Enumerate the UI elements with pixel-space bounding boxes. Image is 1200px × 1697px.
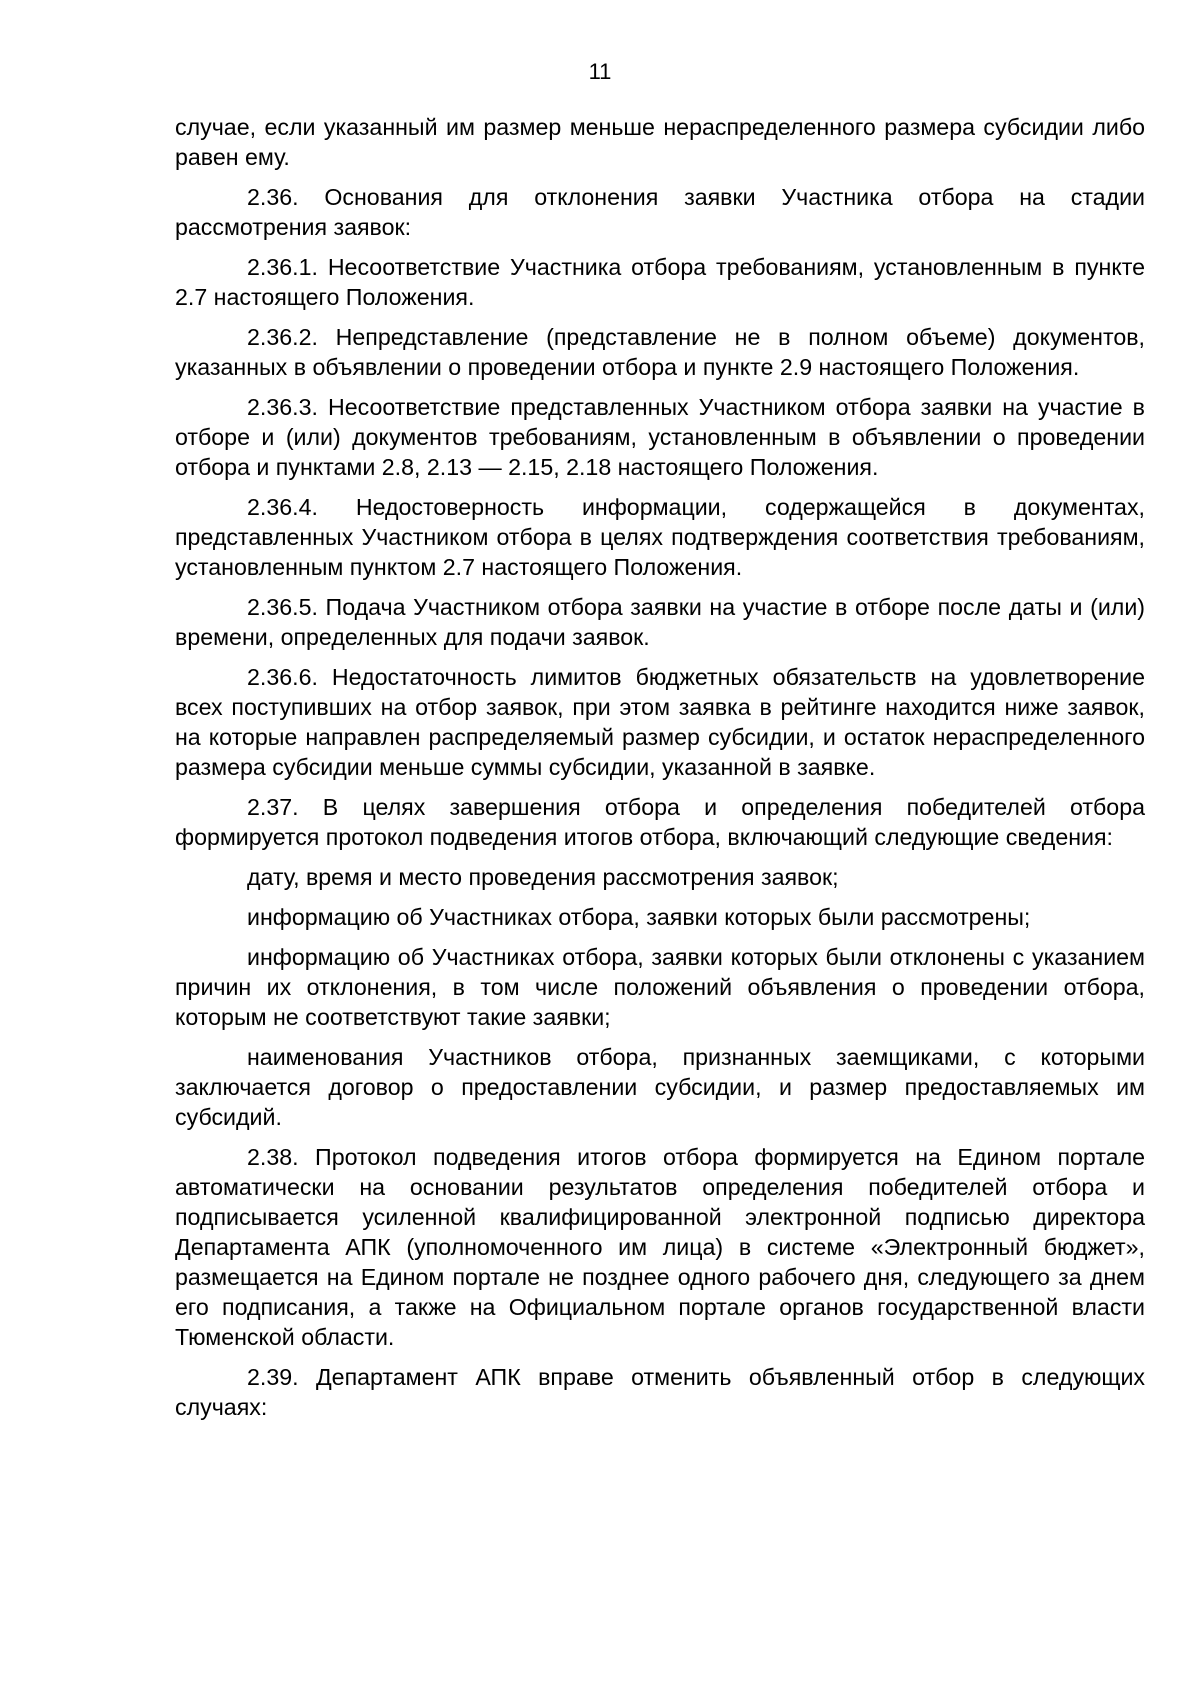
list-item-rejected-participants: информацию об Участниках отбора, заявки которых были отклонены с указанием причин их отклонения, в том числе положений объявления о проведении отбора, которым не соответствуют такие заявки;: [175, 944, 1145, 1030]
page-number: 11: [588, 59, 612, 84]
paragraph-2-36-6: 2.36.6. Недостаточность лимитов бюджетных обязательств на удовлетворение всех поступивших на отбор заявок, при этом заявка в рейтинге находится ниже заявок, на которые направлен распределяемый размер субсидии, и остаток нераспределенного размера субсидии меньше суммы субсидии, указанной в заявке.: [175, 664, 1145, 780]
paragraph-2-36-3: 2.36.3. Несоответствие представленных Участником отбора заявки на участие в отборе и (или) документов требованиям, установленным в объявлении о проведении отбора и пунктами 2.8, 2.13 — 2.15, 2.18 настоящего Положения.: [175, 394, 1145, 480]
list-item-reviewed-participants: информацию об Участниках отбора, заявки которых были рассмотрены;: [247, 904, 1031, 930]
paragraph-2-39: 2.39. Департамент АПК вправе отменить объявленный отбор в следующих случаях:: [175, 1364, 1145, 1420]
paragraph-continuation: случае, если указанный им размер меньше нераспределенного размера субсидии либо равен ему.: [175, 114, 1145, 170]
list-item-date-time-place: дату, время и место проведения рассмотрения заявок;: [247, 864, 839, 890]
paragraph-2-36-2: 2.36.2. Непредставление (представление не в полном объеме) документов, указанных в объявлении о проведении отбора и пункте 2.9 настоящего Положения.: [175, 324, 1145, 380]
paragraph-2-38: 2.38. Протокол подведения итогов отбора формируется на Едином портале автоматически на основании результатов определения победителей отбора и подписывается усиленной квалифицированной электронной подписью директора Департамента АПК (уполномоченного им лица) в системе «Электронный бюджет», размещается на Едином портале не позднее одного рабочего дня, следующего за днем его подписания, а также на Официальном портале органов государственной власти Тюменской области.: [175, 1144, 1145, 1350]
paragraph-2-36-1: 2.36.1. Несоответствие Участника отбора требованиям, установленным в пункте 2.7 настоящего Положения.: [175, 254, 1145, 310]
paragraph-2-36: 2.36. Основания для отклонения заявки Участника отбора на стадии рассмотрения заявок:: [175, 184, 1145, 240]
document-body: [175, 112, 1145, 1432]
paragraph-2-36-4: 2.36.4. Недостоверность информации, содержащейся в документах, представленных Участником отбора в целях подтверждения соответствия требованиям, установленным пунктом 2.7 настоящего Положения.: [175, 494, 1145, 580]
paragraph-2-36-5: 2.36.5. Подача Участником отбора заявки на участие в отборе после даты и (или) времени, определенных для подачи заявок.: [175, 594, 1145, 650]
paragraph-2-37: 2.37. В целях завершения отбора и определения победителей отбора формируется протокол подведения итогов отбора, включающий следующие сведения:: [175, 794, 1145, 850]
list-item-borrower-names: наименования Участников отбора, признанных заемщиками, с которыми заключается договор о предоставлении субсидии, и размер предоставляемых им субсидий.: [175, 1044, 1145, 1130]
